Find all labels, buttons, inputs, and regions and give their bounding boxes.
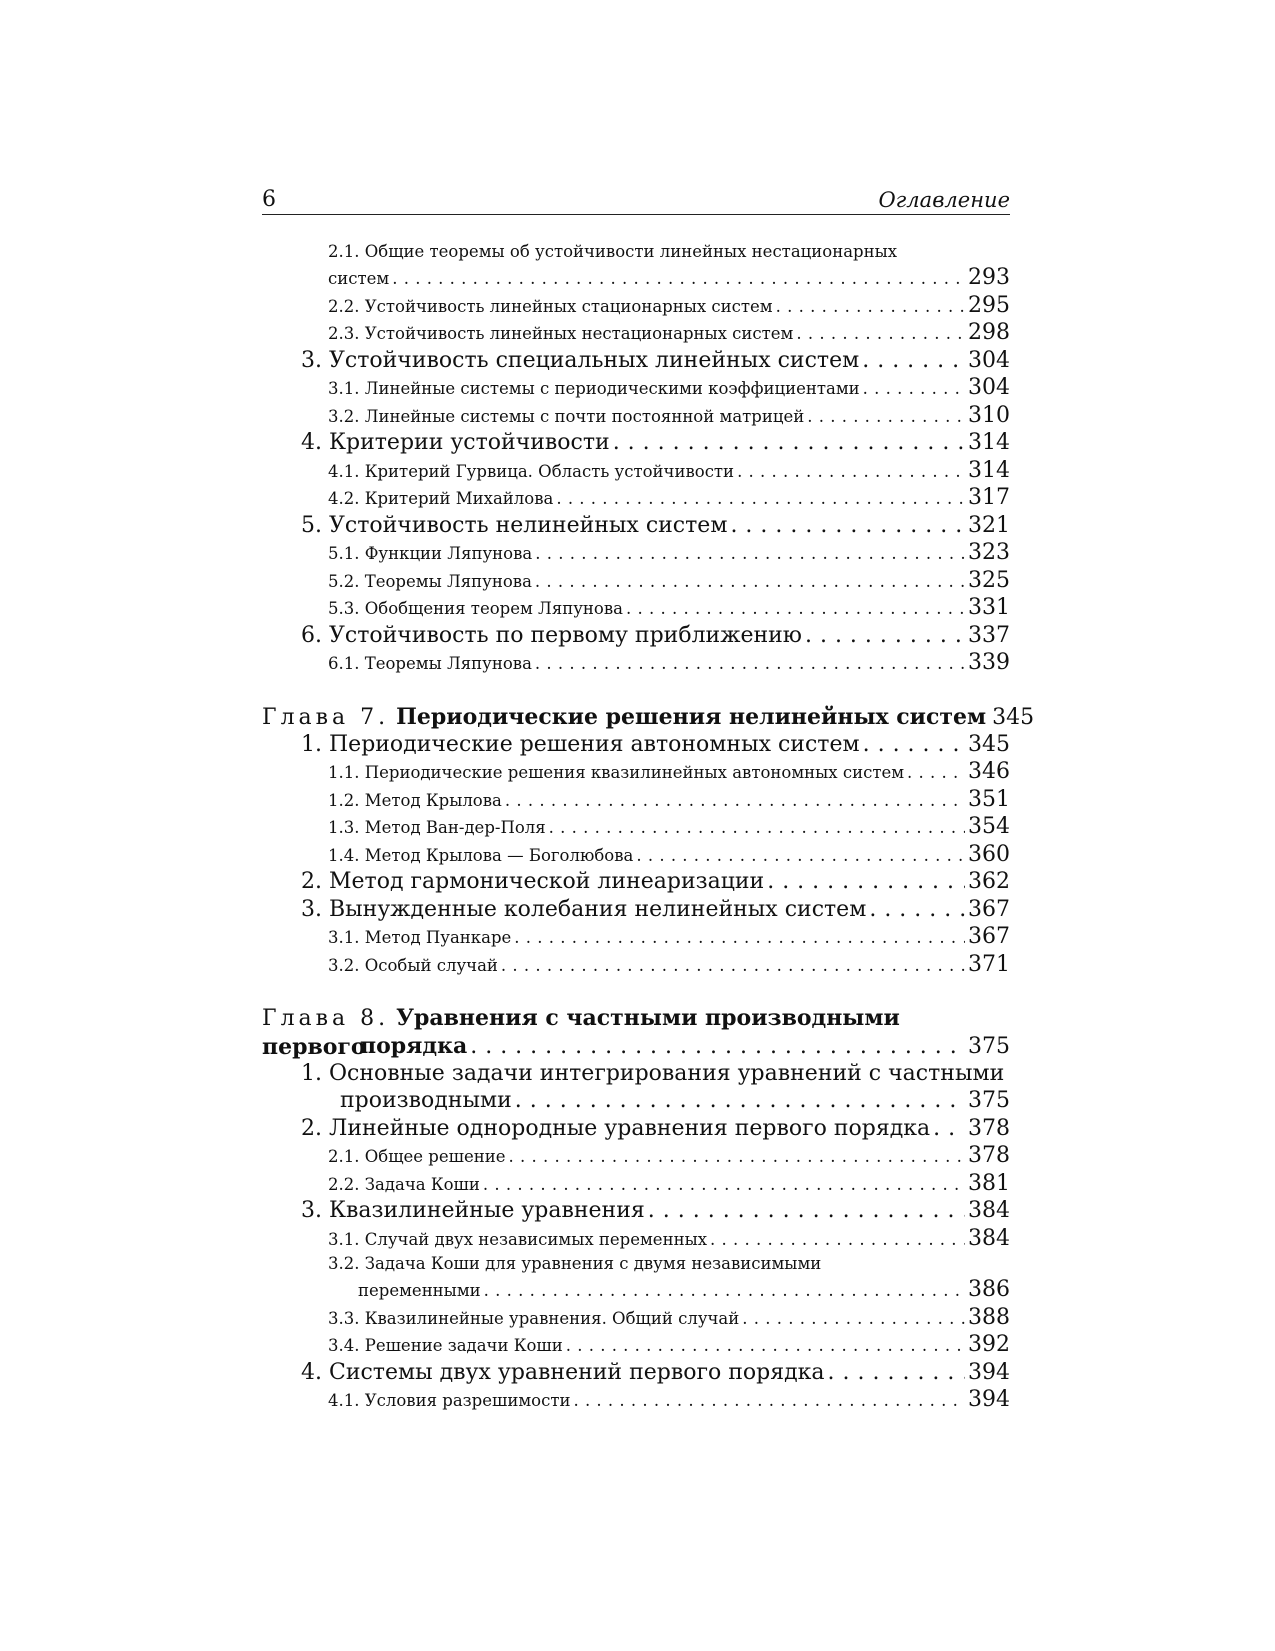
toc-entry-3-2: 3.2. Линейные системы с почти постоянной матрицей . . . 310: [262, 402, 1010, 430]
page-ref: 293: [968, 265, 1010, 290]
page-ref: 367: [968, 924, 1010, 949]
page-ref: 378: [968, 1143, 1010, 1168]
toc-entry-6-1: 6.1. Теоремы Ляпунова . . . 339: [262, 649, 1010, 677]
page-ref: 351: [968, 786, 1010, 812]
toc-entry-8-3-1: 3.1. Случай двух независимых переменных . . . 384: [262, 1225, 1010, 1253]
toc-entry-2-3: 2.3. Устойчивость линейных нестационарных систем . . . 298: [262, 319, 1010, 347]
page-ref: 339: [968, 650, 1010, 675]
page-ref: 375: [968, 1088, 1010, 1113]
page-ref: 321: [968, 512, 1010, 538]
toc-entry-7-1-3: 1.3. Метод Ван-дер-Поля . . . 354: [262, 813, 1010, 841]
page-ref: 345: [968, 731, 1010, 757]
page-ref: 331: [968, 595, 1010, 620]
toc-entry-7-3-2: 3.2. Особый случай . . . 371: [262, 951, 1010, 979]
toc-entry-8-3-2: переменными . . . 386: [262, 1276, 1010, 1304]
toc-section-7-2: 2. Метод гармонической линеаризации . . . 362: [262, 868, 1010, 896]
page-ref: 360: [968, 841, 1010, 867]
toc-entry-2-1: систем . . . 293: [262, 264, 1010, 292]
toc-section-8-2: 2. Линейные однородные уравнения первого порядка . . . 378: [262, 1115, 1010, 1143]
toc-entry-4-1: 4.1. Критерий Гурвица. Область устойчивости . . . 314: [262, 457, 1010, 485]
page-ref: 295: [968, 292, 1010, 318]
toc-chapter-8: порядка . . . 375: [262, 1032, 1010, 1060]
page-ref: 317: [968, 485, 1010, 510]
page-ref: 325: [968, 567, 1010, 593]
toc-entry-4-2: 4.2. Критерий Михайлова . . . 317: [262, 484, 1010, 512]
page-ref: 388: [968, 1304, 1010, 1330]
toc-entry-5-2: 5.2. Теоремы Ляпунова . . . 325: [262, 567, 1010, 595]
toc-entry-8-3-4: 3.4. Решение задачи Коши . . . 392: [262, 1331, 1010, 1359]
page-ref: 314: [968, 430, 1010, 455]
toc-entry-3-1: 3.1. Линейные системы с периодическими коэффициентами . . . 304: [262, 374, 1010, 402]
toc-entry-8-3-3: 3.3. Квазилинейные уравнения. Общий случай . . . 388: [262, 1304, 1010, 1332]
toc-section-8-4: 4. Системы двух уравнений первого порядка . . . 394: [262, 1359, 1010, 1387]
page-ref: 310: [968, 402, 1010, 428]
toc-entry-8-2-2: 2.2. Задача Коши . . . 381: [262, 1170, 1010, 1198]
page-ref: 378: [968, 1115, 1010, 1141]
toc-entry-7-1-4: 1.4. Метод Крылова — Боголюбова . . . 360: [262, 841, 1010, 869]
running-title: Оглавление: [878, 188, 1010, 212]
toc-entry-5-1: 5.1. Функции Ляпунова . . . 323: [262, 539, 1010, 567]
chapter-label: Глава 7.: [262, 704, 390, 730]
toc-section-8-3: 3. Квазилинейные уравнения . . . 384: [262, 1197, 1010, 1225]
toc-section-5: 5. Устойчивость нелинейных систем . . . 321: [262, 512, 1010, 540]
chapter-title: Уравнения с частными производными первого: [262, 1005, 900, 1060]
toc-entry-2-2: 2.2. Устойчивость линейных стационарных систем . . . 295: [262, 292, 1010, 320]
toc-entry-7-1-1: 1.1. Периодические решения квазилинейных автономных систем . . . 346: [262, 758, 1010, 786]
chapter-label: Глава 8.: [262, 1006, 390, 1031]
page-number: 6: [262, 187, 276, 212]
toc-entry-8-3-2-line1: 3.2. Задача Коши для уравнения с двумя независимыми: [328, 1254, 822, 1273]
page-ref: 337: [968, 622, 1010, 648]
page-ref: 298: [968, 320, 1010, 345]
page-ref: 354: [968, 814, 1010, 839]
page-ref: 381: [968, 1170, 1010, 1196]
page-ref: 375: [968, 1034, 1010, 1059]
toc-section-7-1: 1. Периодические решения автономных систем . . . 345: [262, 731, 1010, 759]
toc-chapter-7: [262, 703, 1035, 731]
page-ref: 314: [968, 457, 1010, 483]
page-ref: 392: [968, 1332, 1010, 1357]
toc-section-7-3: 3. Вынужденные колебания нелинейных систем . . . 367: [262, 896, 1010, 924]
toc-entry-7-1-2: 1.2. Метод Крылова . . . 351: [262, 786, 1010, 814]
page-ref: 386: [968, 1277, 1010, 1302]
table-of-contents: [262, 240, 1035, 1414]
page-ref: 367: [968, 896, 1010, 922]
chapter-title: Периодические решения нелинейных систем: [396, 703, 987, 730]
toc-entry-7-3-1: 3.1. Метод Пуанкаре . . . 367: [262, 923, 1010, 951]
page-ref: 371: [968, 951, 1010, 977]
page-ref: 394: [968, 1359, 1010, 1385]
toc-entry-5-3: 5.3. Обобщения теорем Ляпунова . . . 331: [262, 594, 1010, 622]
page-ref: 345: [992, 704, 1035, 730]
page-ref: 384: [968, 1198, 1010, 1223]
toc-section-3: 3. Устойчивость специальных линейных систем . . . 304: [262, 347, 1010, 375]
page-header: [262, 178, 1010, 215]
toc-entry-8-4-1: 4.1. Условия разрешимости . . . 394: [262, 1386, 1010, 1414]
toc-section-6: 6. Устойчивость по первому приближению . . . 337: [262, 622, 1010, 650]
toc-section-4: 4. Критерии устойчивости . . . 314: [262, 429, 1010, 457]
page-ref: 384: [968, 1225, 1010, 1251]
toc-section-8-1: производными . . . 375: [262, 1087, 1010, 1115]
toc-section-8-1-line1: 1. Основные задачи интегрирования уравнений с частными: [301, 1061, 1005, 1086]
toc-entry-2-1-line1: 2.1. Общие теоремы об устойчивости линейных нестационарных: [328, 242, 898, 261]
page-ref: 304: [968, 347, 1010, 373]
page-ref: 304: [968, 375, 1010, 400]
page-ref: 323: [968, 540, 1010, 565]
page-ref: 346: [968, 759, 1010, 784]
page-ref: 394: [968, 1387, 1010, 1412]
toc-entry-8-2-1: 2.1. Общее решение . . . 378: [262, 1142, 1010, 1170]
page-ref: 362: [968, 869, 1010, 894]
